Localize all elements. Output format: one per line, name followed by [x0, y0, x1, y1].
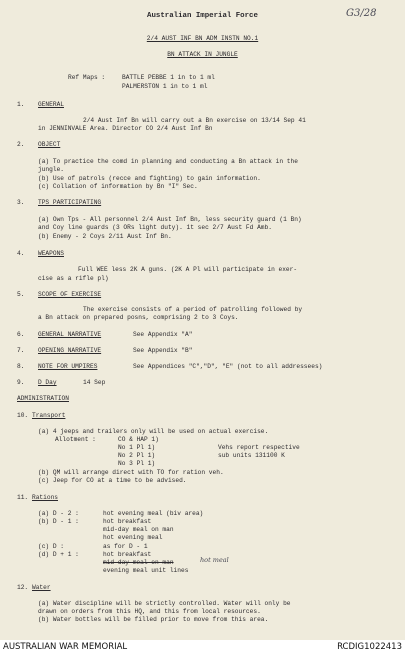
section-heading: GENERAL NARRATIVE [38, 331, 102, 338]
section-number: 10. [17, 412, 29, 419]
ration-day: (c) D : [38, 543, 64, 550]
footer-record-id: RCDIG1022413 [337, 642, 402, 652]
ration-day: (b) D - 1 : [38, 518, 79, 525]
ref-maps-label: Ref Maps : [68, 74, 106, 81]
section-heading: SCOPE OF EXERCISE [38, 291, 102, 298]
ration-detail: evening meal unit lines [103, 567, 189, 574]
ration-detail: as for D - 1 [103, 543, 148, 550]
section-number: 2. [17, 141, 25, 148]
section-text: jungle. [38, 166, 64, 173]
section-heading: NOTE FOR UMPIRES [38, 363, 98, 370]
section-number: 6. [17, 331, 25, 338]
section-text: See Appendix "A" [133, 331, 193, 338]
section-heading: TPS PARTICIPATING [38, 199, 102, 206]
section-number: 4. [17, 250, 25, 257]
ration-detail: mid-day meal on man [103, 526, 174, 533]
section-number: 5. [17, 291, 25, 298]
section-heading: Water [32, 584, 51, 591]
ration-detail: hot evening meal (biv area) [103, 510, 204, 517]
section-text: See Appendix "B" [133, 347, 193, 354]
section-heading: D Day [38, 379, 57, 386]
section-heading: OBJECT [38, 141, 61, 148]
allotment-row: No 1 Pl 1) [118, 444, 156, 451]
section-text: (b) Water bottles will be filled prior to move from this area. [38, 616, 269, 623]
section-heading: Transport [32, 412, 66, 419]
force-header: Australian Imperial Force [147, 12, 258, 20]
vehicle-note: sub units 131100 K [218, 452, 285, 459]
section-text: (b) Enemy - 2 Coys 2/11 Aust Inf Bn. [38, 233, 172, 240]
footer-institution: AUSTRALIAN WAR MEMORIAL [3, 642, 128, 652]
administration-heading: ADMINISTRATION [17, 395, 69, 402]
section-text: (a) Water discipline will be strictly controlled. Water will only be [38, 600, 291, 607]
ration-detail-struck: mid-day meal on man [103, 559, 174, 566]
ration-day: (a) D - 2 : [38, 510, 79, 517]
handwritten-correction: hot meal [200, 556, 229, 564]
allotment-row: No 3 Pl 1) [118, 460, 156, 467]
section-text: (a) 4 jeeps and trailers only will be used on actual exercise. [38, 428, 269, 435]
section-number: 12. [17, 584, 29, 591]
vehicle-note: Vehs report respective [218, 444, 300, 451]
section-text: 2/4 Aust Inf Bn will carry out a Bn exercise on 13/14 Sep 41 [83, 117, 306, 124]
section-text: (c) Jeep for CO at a time to be advised. [38, 477, 187, 484]
section-text: (c) Collation of information by Bn "I" Sec. [38, 183, 198, 190]
ref-map-line: BATTLE PEBBE 1 in to 1 ml [122, 74, 215, 81]
section-number: 1. [17, 101, 25, 108]
section-text: (b) Use of patrols (recce and fighting) to gain information. [38, 175, 261, 182]
allotment-label: Allotment : [55, 436, 96, 443]
section-text: (a) To practice the comd in planning and conducting a Bn attack in the [38, 158, 298, 165]
ration-detail: hot breakfast [103, 551, 152, 558]
ration-detail: hot evening meal [103, 534, 163, 541]
ration-detail: hot breakfast [103, 518, 152, 525]
section-number: 7. [17, 347, 25, 354]
section-text: and Coy line guards (3 ORs light duty). 1t sec 2/7 Aust Fd Amb. [38, 224, 272, 231]
section-heading: GENERAL [38, 101, 64, 108]
section-number: 3. [17, 199, 25, 206]
section-number: 9. [17, 379, 25, 386]
section-heading: WEAPONS [38, 250, 64, 257]
allotment-row: No 2 Pl 1) [118, 452, 156, 459]
section-text: See Appendices "C","D", "E" (not to all addressees) [133, 363, 323, 370]
ref-map-line: PALMERSTON 1 in to 1 ml [122, 83, 208, 90]
section-text: (b) QM will arrange direct with TO for ration veh. [38, 469, 224, 476]
section-text: (a) Own Tps - All personnel 2/4 Aust Inf Bn, less security guard (1 Bn) [38, 216, 302, 223]
section-number: 11. [17, 494, 29, 501]
section-number: 8. [17, 363, 25, 370]
section-text: The exercise consists of a period of patrolling followed by [83, 306, 303, 313]
section-text: 14 Sep [83, 379, 106, 386]
section-text: Full WEE less 2K A guns. (2K A Pl will participate in exer- [78, 266, 298, 273]
ration-day: (d) D + 1 : [38, 551, 79, 558]
section-text: in JENNINVALE Area. Director CO 2/4 Aust Inf Bn [38, 125, 213, 132]
handwritten-reference: G3/28 [346, 8, 377, 19]
allotment-row: CO & HAP 1) [118, 436, 159, 443]
archive-footer [0, 640, 405, 654]
section-heading: Rations [32, 494, 58, 501]
section-text: cise as a rifle pl) [38, 275, 109, 282]
section-text: a Bn attack on prepared posns, comprising 2 to 3 Coys. [38, 314, 239, 321]
document-title: 2/4 AUST INF BN ADM INSTN NO.1 [146, 35, 259, 42]
section-heading: OPENING NARRATIVE [38, 347, 102, 354]
document-subtitle: BN ATTACK IN JUNGLE [167, 51, 238, 58]
section-text: drawn on orders from this HQ, and this from local resources. [38, 608, 261, 615]
